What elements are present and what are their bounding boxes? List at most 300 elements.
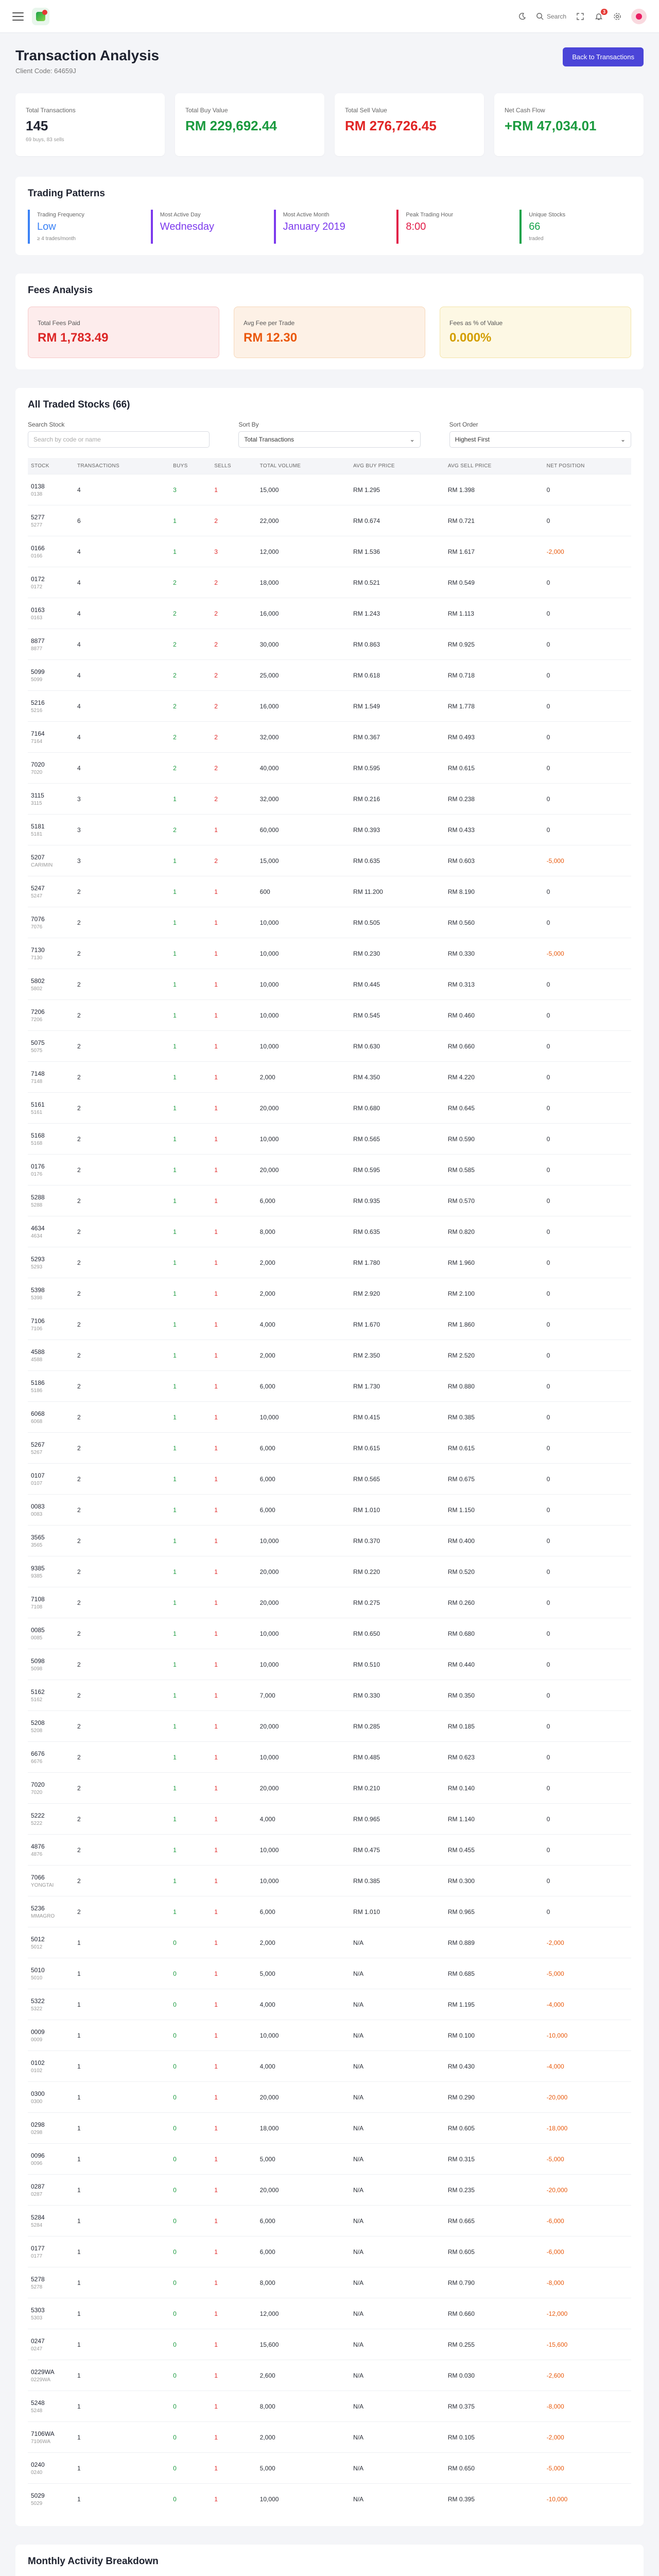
stock-cell	[28, 1866, 74, 1896]
buys-cell: 1	[170, 1866, 211, 1896]
stock-cell	[28, 660, 74, 691]
avg-buy-cell: RM 1.295	[350, 474, 445, 505]
column-header[interactable]: TOTAL VOLUME	[257, 458, 350, 474]
volume-cell: 6,000	[257, 1464, 350, 1495]
table-row[interactable]	[28, 1371, 631, 1402]
stock-cell	[28, 2206, 74, 2236]
stock-cell	[28, 474, 74, 505]
stock-cell	[28, 1093, 74, 1124]
search-stock-input[interactable]	[28, 431, 210, 448]
stock-cell	[28, 876, 74, 907]
pattern-item	[28, 210, 140, 244]
table-row[interactable]	[28, 1062, 631, 1093]
stock-code: 8877	[31, 637, 45, 645]
stock-code: 5029	[31, 2492, 45, 2499]
table-row[interactable]	[28, 2144, 631, 2175]
stock-code: 5208	[31, 1719, 45, 1726]
stock-name: 5181	[31, 831, 43, 837]
volume-cell: 15,000	[257, 474, 350, 505]
stock-code: 0107	[31, 1471, 45, 1479]
sells-cell: 1	[211, 876, 256, 907]
sort-order-select[interactable]	[449, 431, 631, 448]
avg-sell-cell: RM 0.400	[445, 1526, 544, 1556]
avg-sell-cell: RM 0.105	[445, 2422, 544, 2453]
stock-code: 0166	[31, 544, 45, 552]
table-row[interactable]	[28, 1958, 631, 1989]
stock-cell	[28, 1062, 74, 1093]
stock-code: 7148	[31, 1070, 45, 1077]
net-position-cell: 0	[544, 1247, 631, 1278]
stock-name: 0138	[31, 491, 43, 497]
buys-cell: 0	[170, 2051, 211, 2082]
stock-name: 5277	[31, 522, 43, 528]
stock-cell	[28, 1247, 74, 1278]
stock-cell	[28, 1896, 74, 1927]
volume-cell: 32,000	[257, 784, 350, 815]
sells-cell: 1	[211, 1649, 256, 1680]
stock-code: 5802	[31, 977, 45, 985]
sells-cell: 2	[211, 691, 256, 722]
table-row[interactable]	[28, 567, 631, 598]
sells-cell: 1	[211, 1278, 256, 1309]
buys-cell: 1	[170, 1093, 211, 1124]
sells-cell: 1	[211, 938, 256, 969]
avg-buy-cell: RM 0.545	[350, 1000, 445, 1031]
stock-code: 5162	[31, 1688, 45, 1696]
transactions-cell: 2	[74, 938, 170, 969]
net-position-cell: 0	[544, 784, 631, 815]
table-row[interactable]	[28, 938, 631, 969]
expand-icon[interactable]	[576, 12, 585, 21]
table-row[interactable]	[28, 2453, 631, 2484]
stock-name: 5293	[31, 1264, 43, 1270]
avg-buy-cell: RM 0.216	[350, 784, 445, 815]
transactions-cell: 4	[74, 660, 170, 691]
avg-buy-cell: N/A	[350, 2360, 445, 2391]
stock-name: 0085	[31, 1635, 43, 1641]
stock-cell	[28, 845, 74, 876]
avg-sell-cell: RM 1.150	[445, 1495, 544, 1526]
stock-cell	[28, 907, 74, 938]
stock-name: 5802	[31, 986, 43, 992]
table-row[interactable]	[28, 907, 631, 938]
buys-cell: 1	[170, 1309, 211, 1340]
buys-cell: 0	[170, 2175, 211, 2206]
net-position-cell: -6,000	[544, 2206, 631, 2236]
stock-cell	[28, 629, 74, 660]
table-row[interactable]	[28, 1804, 631, 1835]
sells-cell: 1	[211, 2484, 256, 2515]
table-row[interactable]	[28, 2236, 631, 2267]
buys-cell: 1	[170, 1371, 211, 1402]
avg-sell-cell: RM 1.960	[445, 1247, 544, 1278]
stock-code: 6068	[31, 1410, 45, 1417]
table-row[interactable]	[28, 1093, 631, 1124]
sells-cell: 1	[211, 1989, 256, 2020]
stock-name: 5247	[31, 893, 43, 899]
sells-cell: 1	[211, 2236, 256, 2267]
avg-buy-cell: N/A	[350, 1989, 445, 2020]
table-row[interactable]	[28, 1031, 631, 1062]
app-logo[interactable]	[32, 8, 49, 25]
avg-sell-cell: RM 0.313	[445, 969, 544, 1000]
table-row[interactable]	[28, 1587, 631, 1618]
table-row[interactable]	[28, 1000, 631, 1031]
topbar-search[interactable]	[536, 12, 566, 20]
table-row[interactable]	[28, 1649, 631, 1680]
buys-cell: 2	[170, 629, 211, 660]
table-row[interactable]	[28, 876, 631, 907]
stock-cell	[28, 1402, 74, 1433]
net-position-cell: 0	[544, 1031, 631, 1062]
avg-buy-cell: RM 0.370	[350, 1526, 445, 1556]
volume-cell: 6,000	[257, 1371, 350, 1402]
stock-name: 0107	[31, 1480, 43, 1486]
transactions-cell: 2	[74, 1309, 170, 1340]
table-row[interactable]	[28, 474, 631, 505]
buys-cell: 1	[170, 907, 211, 938]
sort-by-select[interactable]	[238, 431, 420, 448]
table-row[interactable]	[28, 2391, 631, 2422]
section-title: Fees Analysis	[28, 285, 93, 296]
net-position-cell: 0	[544, 1278, 631, 1309]
avg-buy-cell: RM 0.285	[350, 1711, 445, 1742]
table-row[interactable]	[28, 1927, 631, 1958]
table-row[interactable]	[28, 1773, 631, 1804]
fee-value: RM 12.30	[244, 331, 298, 345]
avg-buy-cell: N/A	[350, 2236, 445, 2267]
column-header[interactable]: AVG BUY PRICE	[350, 458, 445, 474]
net-position-cell: 0	[544, 1680, 631, 1711]
avg-sell-cell: RM 0.965	[445, 1896, 544, 1927]
volume-cell: 20,000	[257, 2082, 350, 2113]
avg-buy-cell: N/A	[350, 2453, 445, 2484]
stock-cell	[28, 2422, 74, 2453]
stock-name: 7164	[31, 738, 43, 744]
table-row[interactable]	[28, 1124, 631, 1155]
stock-cell	[28, 505, 74, 536]
transactions-cell: 2	[74, 969, 170, 1000]
table-row[interactable]	[28, 536, 631, 567]
stock-cell	[28, 1958, 74, 1989]
sells-cell: 1	[211, 1680, 256, 1711]
net-position-cell: -2,000	[544, 536, 631, 567]
table-row[interactable]	[28, 1185, 631, 1216]
sort-by-label: Sort By	[238, 421, 259, 428]
stock-name: 0083	[31, 1511, 43, 1517]
volume-cell: 4,000	[257, 1804, 350, 1835]
table-row[interactable]	[28, 2020, 631, 2051]
transactions-cell: 4	[74, 567, 170, 598]
table-row[interactable]	[28, 1556, 631, 1587]
stock-cell	[28, 567, 74, 598]
avg-sell-cell: RM 0.603	[445, 845, 544, 876]
stock-code: 5222	[31, 1811, 45, 1819]
table-row[interactable]	[28, 2051, 631, 2082]
table-row[interactable]	[28, 1278, 631, 1309]
table-row[interactable]	[28, 1711, 631, 1742]
bell-icon[interactable]	[594, 9, 605, 21]
stock-code: 5186	[31, 1379, 45, 1386]
table-row[interactable]	[28, 1618, 631, 1649]
table-row[interactable]	[28, 845, 631, 876]
avg-buy-cell: RM 0.330	[350, 1680, 445, 1711]
stock-code: 0083	[31, 1502, 45, 1510]
stock-code: 0298	[31, 2121, 45, 2128]
table-row[interactable]	[28, 1680, 631, 1711]
volume-cell: 30,000	[257, 629, 350, 660]
sells-cell: 1	[211, 1927, 256, 1958]
transactions-cell: 2	[74, 1618, 170, 1649]
sells-cell: 1	[211, 1062, 256, 1093]
table-row[interactable]	[28, 598, 631, 629]
buys-cell: 1	[170, 1526, 211, 1556]
stock-cell	[28, 2236, 74, 2267]
sells-cell: 1	[211, 1773, 256, 1804]
volume-cell: 10,000	[257, 1000, 350, 1031]
table-row[interactable]	[28, 1309, 631, 1340]
table-row[interactable]	[28, 1835, 631, 1866]
column-header[interactable]: AVG SELL PRICE	[445, 458, 544, 474]
page-title: Transaction Analysis	[15, 47, 160, 63]
avg-sell-cell: RM 0.030	[445, 2360, 544, 2391]
stock-cell	[28, 2453, 74, 2484]
transactions-cell: 3	[74, 784, 170, 815]
buys-cell: 0	[170, 2422, 211, 2453]
table-row[interactable]	[28, 753, 631, 784]
table-row[interactable]	[28, 1216, 631, 1247]
column-header[interactable]: SELLS	[211, 458, 256, 474]
table-row[interactable]	[28, 1464, 631, 1495]
avg-sell-cell: RM 0.385	[445, 1402, 544, 1433]
avg-buy-cell: RM 0.863	[350, 629, 445, 660]
avg-sell-cell: RM 2.520	[445, 1340, 544, 1371]
table-row[interactable]	[28, 629, 631, 660]
stock-code: 0176	[31, 1162, 45, 1170]
volume-cell: 7,000	[257, 1680, 350, 1711]
column-header[interactable]: TRANSACTIONS	[74, 458, 170, 474]
settings-icon[interactable]	[613, 12, 622, 21]
stock-code: 7020	[31, 1781, 45, 1788]
avg-sell-cell: RM 0.430	[445, 2051, 544, 2082]
table-row[interactable]	[28, 784, 631, 815]
stock-code: 0229WA	[31, 2368, 55, 2376]
volume-cell: 10,000	[257, 1402, 350, 1433]
net-position-cell: 0	[544, 722, 631, 753]
column-header[interactable]: BUYS	[170, 458, 211, 474]
search-label: Search	[546, 12, 566, 20]
table-row[interactable]	[28, 1340, 631, 1371]
table-row[interactable]	[28, 1247, 631, 1278]
table-row[interactable]	[28, 2298, 631, 2329]
transactions-cell: 1	[74, 2236, 170, 2267]
stock-code: 5398	[31, 1286, 45, 1294]
buys-cell: 2	[170, 753, 211, 784]
sells-cell: 1	[211, 1216, 256, 1247]
sells-cell: 1	[211, 1835, 256, 1866]
volume-cell: 32,000	[257, 722, 350, 753]
buys-cell: 1	[170, 1031, 211, 1062]
table-row[interactable]	[28, 1896, 631, 1927]
buys-cell: 1	[170, 1649, 211, 1680]
net-position-cell: 0	[544, 1340, 631, 1371]
stock-code: 5010	[31, 1966, 45, 1974]
table-row[interactable]	[28, 2175, 631, 2206]
buys-cell: 1	[170, 1124, 211, 1155]
sort-order-label: Sort Order	[449, 421, 478, 428]
stock-code: 7076	[31, 915, 45, 923]
buys-cell: 2	[170, 660, 211, 691]
volume-cell: 8,000	[257, 2391, 350, 2422]
table-row[interactable]	[28, 1155, 631, 1185]
table-row[interactable]	[28, 2360, 631, 2391]
table-row[interactable]	[28, 1989, 631, 2020]
table-row[interactable]	[28, 2267, 631, 2298]
avg-sell-cell: RM 0.185	[445, 1711, 544, 1742]
avg-sell-cell: RM 0.650	[445, 2453, 544, 2484]
avg-sell-cell: RM 1.617	[445, 536, 544, 567]
table-row[interactable]	[28, 969, 631, 1000]
table-row[interactable]	[28, 505, 631, 536]
sells-cell: 1	[211, 2082, 256, 2113]
column-header[interactable]: STOCK	[28, 458, 74, 474]
table-row[interactable]	[28, 722, 631, 753]
stock-code: 0287	[31, 2182, 45, 2190]
avg-buy-cell: RM 0.650	[350, 1618, 445, 1649]
back-to-transactions-button[interactable]: Back to Transactions	[563, 47, 644, 66]
net-position-cell: 0	[544, 1185, 631, 1216]
transactions-cell: 1	[74, 2298, 170, 2329]
buys-cell: 2	[170, 815, 211, 845]
table-row[interactable]	[28, 1495, 631, 1526]
table-row[interactable]	[28, 1866, 631, 1896]
stock-name: 5208	[31, 1727, 43, 1734]
stock-cell	[28, 1556, 74, 1587]
table-row[interactable]	[28, 1526, 631, 1556]
volume-cell: 60,000	[257, 815, 350, 845]
volume-cell: 6,000	[257, 1896, 350, 1927]
table-row[interactable]	[28, 815, 631, 845]
net-position-cell: -10,000	[544, 2484, 631, 2515]
volume-cell: 4,000	[257, 2051, 350, 2082]
volume-cell: 10,000	[257, 969, 350, 1000]
table-row[interactable]	[28, 691, 631, 722]
sells-cell: 1	[211, 474, 256, 505]
stock-code: 4876	[31, 1842, 45, 1850]
table-row[interactable]	[28, 1402, 631, 1433]
sells-cell: 2	[211, 567, 256, 598]
summary-card	[175, 93, 324, 156]
table-row[interactable]	[28, 2206, 631, 2236]
transactions-cell: 1	[74, 2391, 170, 2422]
stock-name: 5186	[31, 1387, 43, 1394]
transactions-cell: 4	[74, 722, 170, 753]
avg-sell-cell: RM 0.645	[445, 1093, 544, 1124]
table-row[interactable]	[28, 2113, 631, 2144]
table-row[interactable]	[28, 2082, 631, 2113]
summary-card	[494, 93, 644, 156]
fee-card	[28, 307, 219, 358]
avatar[interactable]	[631, 9, 647, 24]
avg-sell-cell: RM 0.455	[445, 1835, 544, 1866]
menu-icon[interactable]	[12, 12, 24, 21]
volume-cell: 5,000	[257, 1958, 350, 1989]
volume-cell: 18,000	[257, 567, 350, 598]
stock-cell	[28, 1587, 74, 1618]
stock-cell	[28, 2360, 74, 2391]
avg-buy-cell: RM 0.367	[350, 722, 445, 753]
buys-cell: 0	[170, 1989, 211, 2020]
sells-cell: 1	[211, 2422, 256, 2453]
buys-cell: 1	[170, 505, 211, 536]
volume-cell: 2,000	[257, 1278, 350, 1309]
card-value: 145	[26, 118, 48, 133]
net-position-cell: 0	[544, 1062, 631, 1093]
stock-code: 0138	[31, 482, 45, 490]
stock-cell	[28, 1000, 74, 1031]
stock-name: 5161	[31, 1109, 43, 1115]
net-position-cell: -2,000	[544, 2422, 631, 2453]
column-header[interactable]: NET POSITION	[544, 458, 631, 474]
avg-buy-cell: RM 0.510	[350, 1649, 445, 1680]
sells-cell: 1	[211, 1340, 256, 1371]
net-position-cell: 0	[544, 1526, 631, 1556]
avg-sell-cell: RM 0.350	[445, 1680, 544, 1711]
transactions-cell: 2	[74, 876, 170, 907]
stock-name: 5162	[31, 1697, 43, 1703]
stock-code: 0009	[31, 2028, 45, 2036]
pattern-label: Most Active Month	[283, 212, 330, 218]
sells-cell: 1	[211, 1587, 256, 1618]
sells-cell: 1	[211, 1526, 256, 1556]
table-row[interactable]	[28, 2329, 631, 2360]
net-position-cell: -12,000	[544, 2298, 631, 2329]
volume-cell: 20,000	[257, 2175, 350, 2206]
buys-cell: 1	[170, 876, 211, 907]
table-row[interactable]	[28, 2422, 631, 2453]
volume-cell: 20,000	[257, 1155, 350, 1185]
stock-cell	[28, 1804, 74, 1835]
volume-cell: 2,000	[257, 2422, 350, 2453]
table-row[interactable]	[28, 1742, 631, 1773]
stock-cell	[28, 1618, 74, 1649]
sells-cell: 1	[211, 2175, 256, 2206]
avg-buy-cell: RM 0.485	[350, 1742, 445, 1773]
transactions-cell: 2	[74, 1464, 170, 1495]
buys-cell: 2	[170, 567, 211, 598]
stock-cell	[28, 2144, 74, 2175]
transactions-cell: 3	[74, 845, 170, 876]
table-row[interactable]	[28, 1433, 631, 1464]
net-position-cell: 0	[544, 815, 631, 845]
volume-cell: 8,000	[257, 2267, 350, 2298]
transactions-cell: 6	[74, 505, 170, 536]
table-row[interactable]	[28, 2484, 631, 2515]
buys-cell: 0	[170, 1927, 211, 1958]
transactions-cell: 2	[74, 1556, 170, 1587]
table-row[interactable]	[28, 660, 631, 691]
moon-icon[interactable]	[517, 12, 527, 21]
stock-code: 7130	[31, 946, 45, 954]
net-position-cell: 0	[544, 1402, 631, 1433]
sells-cell: 1	[211, 2020, 256, 2051]
sells-cell: 1	[211, 1155, 256, 1185]
sells-cell: 1	[211, 1247, 256, 1278]
transactions-cell: 2	[74, 1649, 170, 1680]
net-position-cell: 0	[544, 1155, 631, 1185]
net-position-cell: 0	[544, 1464, 631, 1495]
stock-name: 4588	[31, 1357, 43, 1363]
